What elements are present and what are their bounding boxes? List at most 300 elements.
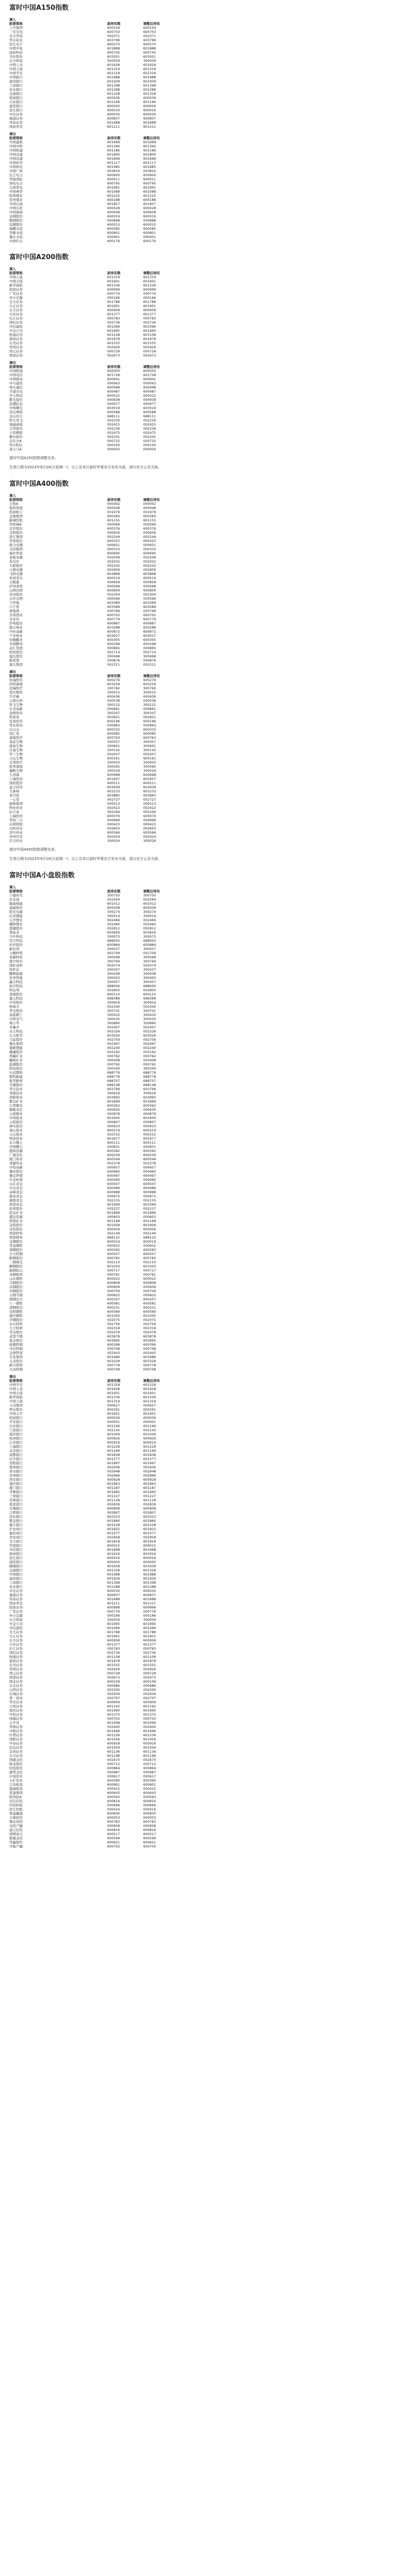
old-code-cell: 600581 [107, 1301, 120, 1306]
column-header: 股票简称 [9, 365, 23, 369]
stock-table [9, 271, 187, 358]
new-code-cell: 000002 [143, 502, 156, 506]
stock-name-cell: 贵州茅台 [9, 576, 23, 580]
old-code-cell: 300037 [107, 947, 120, 951]
new-code-cell: 300357 [143, 740, 156, 744]
old-code-cell: 600392 [107, 1149, 120, 1153]
old-code-cell: 002759 [107, 1038, 120, 1042]
table-row [9, 711, 187, 715]
stock-name-cell: 国信证券 [9, 320, 23, 325]
stock-name-cell: 厦门钨业 [9, 1157, 23, 1161]
stock-name-cell: 重庆银行 [9, 1482, 23, 1486]
stock-name-cell: 国电电力 [9, 181, 23, 185]
table-row [9, 918, 187, 922]
new-code-cell: 000999 [143, 818, 156, 822]
new-code-cell: 600016 [143, 108, 156, 112]
table-row [9, 1824, 187, 1828]
table-row [9, 1256, 187, 1260]
table-row [9, 1795, 187, 1799]
table-header-row [9, 674, 187, 678]
stock-name-cell: 中国人寿 [9, 1387, 23, 1391]
table-row [9, 1062, 187, 1066]
new-code-cell: 002500 [143, 1688, 156, 1692]
table-row [9, 1515, 187, 1519]
new-code-cell: 601088 [143, 190, 156, 194]
table-row [9, 1803, 187, 1807]
new-code-cell: 000603 [143, 1215, 156, 1219]
stock-name-cell: 中原证券 [9, 1713, 23, 1717]
new-code-cell: 000513 [143, 802, 156, 806]
new-code-cell: 601108 [143, 333, 156, 337]
old-code-cell: 601888 [107, 46, 120, 50]
stock-name-cell: 以岭药业 [9, 826, 23, 831]
stock-name-cell: 杉杉股份 [9, 943, 23, 947]
column-header: 调整后持有 [143, 1379, 160, 1383]
old-code-cell: 600795 [107, 181, 120, 185]
stock-name-cell: 九阳股份 [9, 564, 23, 568]
table-row [9, 406, 187, 410]
stock-name-cell: 泰格医药 [9, 711, 23, 715]
new-code-cell: 600000 [143, 104, 156, 108]
table-row [9, 1330, 187, 1334]
new-code-cell: 002424 [143, 835, 156, 839]
table-row [9, 1811, 187, 1816]
new-code-cell: 601456 [143, 1737, 156, 1741]
old-code-cell: 600305 [107, 638, 120, 642]
stock-name-cell: 苏泊尔 [9, 560, 20, 564]
new-code-cell: 300595 [143, 765, 156, 769]
stock-name-cell: 中国化学 [9, 161, 23, 165]
old-code-cell: 000333 [107, 547, 120, 551]
old-code-cell: 002110 [107, 1260, 120, 1264]
stock-name-cell: 香溢融通 [9, 1811, 23, 1816]
table-row [9, 316, 187, 320]
old-code-cell: 002936 [107, 1465, 120, 1469]
stock-name-cell: 宁波银行 [9, 1428, 23, 1432]
new-code-cell: 000686 [143, 1684, 156, 1688]
stock-name-cell: 中信建投 [9, 1626, 23, 1630]
table-row [9, 1252, 187, 1256]
table-row [9, 190, 187, 194]
stock-name-cell: 首开股份 [9, 527, 23, 531]
table-row [9, 1560, 187, 1564]
new-code-cell: 002959 [143, 568, 156, 572]
table-row [9, 1820, 187, 1824]
new-code-cell: 000783 [143, 1647, 156, 1651]
old-code-cell: 002237 [107, 1207, 120, 1211]
new-code-cell: 688778 [143, 1075, 156, 1079]
new-code-cell: 000977 [143, 402, 156, 406]
stock-name-cell: 宝钢股份 [9, 1240, 23, 1244]
new-code-cell: 002709 [143, 951, 156, 955]
stock-name-cell: 大华股份 [9, 427, 23, 431]
new-code-cell: 002475 [143, 431, 156, 435]
table-row [9, 410, 187, 414]
table-row [9, 369, 187, 373]
new-code-cell: 600196 [143, 719, 156, 723]
table-row [9, 902, 187, 906]
table-row [9, 1301, 187, 1306]
table-row [9, 1268, 187, 1273]
new-code-cell: 002149 [143, 1231, 156, 1235]
old-code-cell: 601555 [107, 341, 120, 345]
stock-name-cell: 厦钨新能 [9, 1075, 23, 1079]
stock-name-cell: 山西汾酒 [9, 588, 23, 592]
table-row [9, 719, 187, 723]
old-code-cell: 603027 [107, 634, 120, 638]
table-row [9, 1762, 187, 1766]
section-title-a400: 富时中国A400指数 [9, 480, 69, 488]
old-code-cell: 600015 [107, 1544, 120, 1548]
table-row [9, 1403, 187, 1408]
old-code-cell: 600522 [107, 394, 120, 398]
table-row [9, 1215, 187, 1219]
old-code-cell: 600019 [107, 1240, 120, 1244]
stock-name-cell: 西部证券 [9, 1675, 23, 1680]
new-code-cell: 002797 [143, 1696, 156, 1700]
table-row [9, 320, 187, 325]
old-code-cell: 601995 [107, 329, 120, 333]
new-code-cell: 601166 [143, 100, 156, 104]
stock-table [9, 889, 187, 1371]
table-row [9, 1289, 187, 1293]
new-code-cell: 600588 [143, 410, 156, 414]
new-code-cell: 002407 [143, 1025, 156, 1029]
old-code-cell: 600999 [107, 1605, 120, 1609]
table-row [9, 1692, 187, 1696]
old-code-cell: 300026 [107, 839, 120, 843]
stock-name-cell: 申万宏源 [9, 1614, 23, 1618]
old-code-cell: 601288 [107, 88, 120, 92]
old-code-cell: 600000 [107, 104, 120, 108]
table-row [9, 1502, 187, 1506]
stock-name-cell: 凯莱英 [9, 715, 20, 719]
table-row [9, 1758, 187, 1762]
old-code-cell: 000708 [107, 1347, 120, 1351]
table-row [9, 1050, 187, 1054]
new-code-cell: 000166 [143, 296, 156, 300]
table-row [9, 1326, 187, 1330]
old-code-cell: 600188 [107, 198, 120, 202]
old-code-cell: 002244 [107, 535, 120, 539]
new-code-cell: 600110 [143, 992, 156, 996]
new-code-cell: 600362 [143, 1104, 156, 1108]
new-code-cell: 601187 [143, 1486, 156, 1490]
old-code-cell: 601788 [107, 300, 120, 304]
new-code-cell: 600015 [143, 1544, 156, 1548]
stock-name-cell: 寒锐钴业 [9, 1091, 23, 1095]
new-code-cell: 600282 [143, 1248, 156, 1252]
table-row [9, 976, 187, 980]
stock-name-cell: 常宝股份 [9, 1330, 23, 1334]
table-row [9, 1552, 187, 1556]
stock-name-cell: 鞍钢股份 [9, 218, 23, 223]
stock-name-cell: 中金公司 [9, 1622, 23, 1626]
stock-name-cell: 沪农商行 [9, 1527, 23, 1531]
new-code-cell: 002939 [143, 1692, 156, 1696]
old-code-cell: 601229 [107, 1445, 120, 1449]
old-code-cell: 601012 [107, 902, 120, 906]
new-code-cell: 601168 [143, 1219, 156, 1223]
old-code-cell: 601800 [107, 152, 120, 157]
column-header: 调整后持有 [143, 271, 160, 275]
new-code-cell: 600958 [143, 1638, 156, 1642]
column-header: 调整后持有 [143, 365, 160, 369]
table-row [9, 654, 187, 658]
new-code-cell: 300618 [143, 1091, 156, 1095]
table-row [9, 752, 187, 756]
stock-name-cell: 锡业股份 [9, 1170, 23, 1174]
stock-name-cell: 杭可科技 [9, 984, 23, 988]
table-row [9, 988, 187, 992]
stock-name-cell: 西部超导 [9, 1235, 23, 1240]
new-code-cell: 300014 [143, 914, 156, 918]
new-code-cell: 601336 [143, 1395, 156, 1399]
table-row [9, 1581, 187, 1585]
stock-name-cell: 中国电建 [9, 157, 23, 161]
old-code-cell: 000408 [107, 1058, 120, 1062]
stock-name-cell: 恒瑞医药 [9, 678, 23, 682]
stock-name-cell: 中信证券 [9, 112, 23, 116]
table-row [9, 1116, 187, 1120]
old-code-cell: 000717 [107, 1268, 120, 1273]
table-row [9, 1334, 187, 1338]
table-row [9, 1428, 187, 1432]
stock-name-cell: 大冶特钢 [9, 1367, 23, 1371]
stock-name-cell: 经纬纺机 [9, 1803, 23, 1807]
table-row [9, 92, 187, 96]
new-code-cell: 002378 [143, 1161, 156, 1165]
old-code-cell: 601669 [107, 157, 120, 161]
stock-name-cell: 西藏矿业 [9, 1054, 23, 1058]
old-code-cell: 601390 [107, 144, 120, 148]
new-code-cell: 300741 [143, 1009, 156, 1013]
old-code-cell: 601728 [107, 373, 120, 377]
column-header: 调整后持有 [143, 498, 160, 502]
table-row [9, 551, 187, 555]
new-code-cell: 688122 [143, 1235, 156, 1240]
stock-name-cell: 华新水泥 [9, 231, 23, 235]
old-code-cell: 603501 [107, 55, 120, 59]
stock-name-cell: 温氏股份 [9, 654, 23, 658]
new-code-cell: 601688 [143, 121, 156, 125]
table-row [9, 202, 187, 206]
old-code-cell: 600030 [107, 1589, 120, 1593]
table-row [9, 793, 187, 798]
old-code-cell: 601066 [107, 325, 120, 329]
stock-name-cell: 药明康德 [9, 682, 23, 686]
new-code-cell: 300760 [143, 686, 156, 690]
stock-name-cell: 中伟股份 [9, 1001, 23, 1005]
new-code-cell: 600928 [143, 1478, 156, 1482]
old-code-cell: 300750 [107, 893, 120, 897]
new-code-cell: 000538 [143, 699, 156, 703]
old-code-cell: 000999 [107, 818, 120, 822]
stock-name-cell: 先导智能 [9, 976, 23, 980]
stock-name-cell: 三安光电 [9, 30, 23, 34]
section-title-a200: 富时中国A200指数 [9, 253, 69, 261]
old-code-cell: 600196 [107, 719, 120, 723]
table-row [9, 394, 187, 398]
table-row [9, 1535, 187, 1539]
old-code-cell: 002371 [107, 34, 120, 38]
old-code-cell: 600887 [107, 621, 120, 625]
old-code-cell: 601857 [107, 202, 120, 206]
old-code-cell: 601607 [107, 777, 120, 781]
old-code-cell: 600161 [107, 756, 120, 760]
old-code-cell: 601628 [107, 1387, 120, 1391]
new-code-cell: 300340 [143, 1066, 156, 1071]
new-code-cell: 000069 [143, 522, 156, 527]
old-code-cell: 002673 [107, 353, 120, 358]
table-row [9, 769, 187, 773]
stock-name-cell: 飞科电器 [9, 572, 23, 576]
stock-name-cell: 紫光股份 [9, 398, 23, 402]
stock-name-cell: 中金公司 [9, 329, 23, 333]
table-row [9, 1322, 187, 1326]
new-code-cell: 601398 [143, 83, 156, 88]
new-code-cell: 600188 [143, 198, 156, 202]
stock-name-cell: 爱建集团 [9, 1791, 23, 1795]
table-row [9, 650, 187, 654]
new-code-cell: 000408 [143, 1058, 156, 1062]
old-code-cell: 601668 [107, 140, 120, 144]
new-code-cell: 601390 [143, 144, 156, 148]
table-row [9, 1655, 187, 1659]
new-code-cell: 000001 [143, 1420, 156, 1424]
old-code-cell: 002709 [107, 951, 120, 955]
old-code-cell: 000063 [107, 381, 120, 385]
stock-name-cell: 金山办公 [9, 414, 23, 418]
table-row [9, 1585, 187, 1589]
new-code-cell: 601377 [143, 1642, 156, 1647]
new-code-cell: 600176 [143, 239, 156, 243]
new-code-cell: 600291 [143, 1408, 156, 1412]
stock-name-cell: 中国银行 [9, 75, 23, 79]
new-code-cell: 603501 [143, 55, 156, 59]
note-1: 富时中国A150指数调整名单。 [9, 456, 59, 460]
table-row [9, 235, 187, 239]
old-code-cell: 601319 [107, 1399, 120, 1403]
table-row [9, 1066, 187, 1071]
old-code-cell: 600282 [107, 1248, 120, 1252]
old-code-cell: 600783 [107, 1820, 120, 1824]
old-code-cell: 002236 [107, 427, 120, 431]
old-code-cell: 601211 [107, 1601, 120, 1605]
stock-name-cell: 迈瑞医疗 [9, 686, 23, 690]
new-code-cell: 600376 [143, 527, 156, 531]
old-code-cell: 600763 [107, 736, 120, 740]
new-code-cell: 600219 [143, 1128, 156, 1132]
table-row [9, 71, 187, 75]
stock-name-cell: 宁德时代 [9, 893, 23, 897]
stock-name-cell: 华友钴业 [9, 1087, 23, 1091]
old-code-cell: 000876 [107, 658, 120, 663]
stock-name-cell: 华泰证券 [9, 1597, 23, 1601]
old-code-cell: 600621 [107, 1840, 120, 1844]
stock-name-cell: 工商银行 [9, 1581, 23, 1585]
table-row [9, 1277, 187, 1281]
table-row [9, 686, 187, 690]
table-row [9, 1498, 187, 1502]
new-code-cell: 601878 [143, 337, 156, 341]
new-code-cell: 600276 [143, 678, 156, 682]
old-code-cell: 600643 [107, 1791, 120, 1795]
new-code-cell: 601077 [143, 1531, 156, 1535]
old-code-cell: 300035 [107, 1017, 120, 1021]
new-code-cell: 600988 [143, 1190, 156, 1194]
table-row [9, 1416, 187, 1420]
old-code-cell: 300357 [107, 740, 120, 744]
old-code-cell: 000783 [107, 316, 120, 320]
new-code-cell: 601225 [143, 194, 156, 198]
old-code-cell: 300059 [107, 59, 120, 63]
table-row [9, 100, 187, 104]
stock-name-cell: 华泰证券 [9, 121, 23, 125]
stock-name-cell: 太平洋 [9, 1721, 20, 1725]
table-row [9, 1840, 187, 1844]
stock-name-cell: 东吴证券 [9, 341, 23, 345]
table-row [9, 727, 187, 732]
old-code-cell: 601878 [107, 1659, 120, 1663]
new-code-cell: 600643 [143, 1791, 156, 1795]
stock-name-cell: 江苏银行 [9, 1440, 23, 1445]
new-code-cell: 002311 [143, 663, 156, 667]
table-row [9, 893, 187, 897]
stock-name-cell: 甬金股份 [9, 1338, 23, 1343]
new-code-cell: 601628 [143, 1387, 156, 1391]
new-code-cell: 002821 [143, 715, 156, 719]
old-code-cell: 600019 [107, 214, 120, 218]
table-header-row [9, 1379, 187, 1383]
old-code-cell: 601628 [107, 63, 120, 67]
table-row [9, 296, 187, 300]
new-code-cell: 000762 [143, 1054, 156, 1058]
new-code-cell: 601136 [143, 1750, 156, 1754]
new-code-cell: 600901 [143, 1783, 156, 1787]
new-code-cell: 601318 [143, 71, 156, 75]
table-row [9, 1700, 187, 1704]
table-row [9, 67, 187, 71]
table-row [9, 1519, 187, 1523]
old-code-cell: 601162 [107, 1704, 120, 1708]
stock-name-cell: 东方证券 [9, 308, 23, 312]
new-code-cell: 601028 [143, 1359, 156, 1363]
old-code-cell: 600507 [107, 1252, 120, 1256]
old-code-cell: 601155 [107, 518, 120, 522]
old-code-cell: 000686 [107, 1684, 120, 1688]
table-row [9, 1412, 187, 1416]
new-code-cell: 600998 [143, 773, 156, 777]
old-code-cell: 000712 [107, 1762, 120, 1766]
old-code-cell: 000100 [107, 443, 120, 447]
old-code-cell: 601696 [107, 1729, 120, 1733]
old-code-cell: 600436 [107, 694, 120, 699]
old-code-cell: 600050 [107, 369, 120, 373]
new-code-cell: 601788 [143, 1630, 156, 1634]
stock-name-cell: 格力电器 [9, 543, 23, 547]
new-code-cell: 601677 [143, 1137, 156, 1141]
stock-name-cell: 厦门银行 [9, 1486, 23, 1490]
new-code-cell: 600782 [143, 1256, 156, 1260]
new-code-cell: 600507 [143, 1252, 156, 1256]
new-code-cell: 601990 [143, 1708, 156, 1713]
new-code-cell: 600809 [143, 588, 156, 592]
new-code-cell: 601800 [143, 152, 156, 157]
column-header: 股票简称 [9, 271, 23, 275]
old-code-cell: 002756 [107, 1322, 120, 1326]
stock-name-cell: 友发集团 [9, 1355, 23, 1359]
